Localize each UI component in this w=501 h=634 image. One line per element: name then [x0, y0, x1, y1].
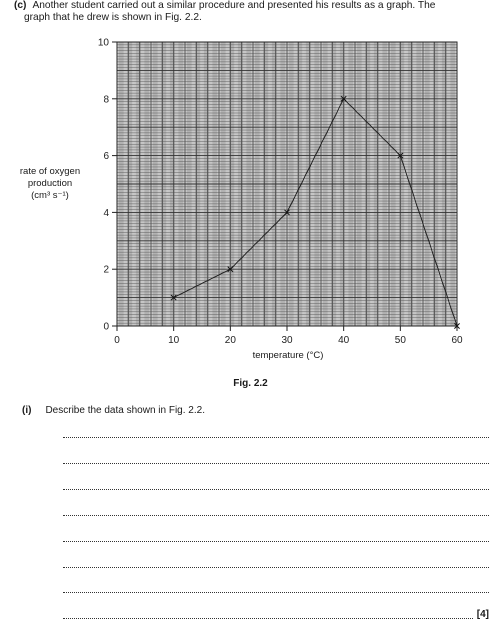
- answer-line[interactable]: [63, 437, 489, 438]
- x-tick-label: 10: [168, 335, 180, 346]
- y-tick-label: 10: [97, 37, 109, 49]
- x-tick-label: 60: [451, 335, 463, 346]
- part-label: (c): [14, 0, 27, 11]
- question-text: Describe the data shown in Fig. 2.2.: [45, 405, 205, 416]
- marks-label: [4]: [476, 609, 489, 620]
- intro-line-1: Another student carried out a similar procedure and presented his results as a graph. The: [32, 0, 436, 11]
- x-tick-label: 20: [224, 335, 236, 346]
- y-tick-label: 6: [103, 151, 109, 163]
- answer-line[interactable]: [63, 515, 489, 516]
- y-axis-label-line: rate of oxygen: [19, 166, 81, 177]
- y-tick-label: 0: [103, 321, 109, 333]
- x-tick-label: 30: [281, 335, 293, 346]
- x-axis-label: temperature (°C): [252, 350, 324, 361]
- y-axis-label: [10, 166, 90, 202]
- figure-caption: Fig. 2.2: [233, 378, 268, 389]
- answer-line[interactable]: [63, 618, 473, 619]
- question-number: (i): [22, 405, 32, 416]
- answer-line[interactable]: [63, 463, 489, 464]
- question: [22, 405, 205, 416]
- y-axis-label-line: (cm³ s⁻¹): [31, 190, 69, 201]
- intro-line-2: graph that he drew is shown in Fig. 2.2.: [24, 12, 202, 23]
- answer-line[interactable]: [63, 567, 489, 568]
- x-tick-label: 40: [338, 335, 350, 346]
- y-tick-label: 8: [103, 94, 109, 106]
- x-tick-label: 0: [114, 335, 120, 346]
- y-tick-label: 2: [103, 264, 109, 276]
- answer-line[interactable]: [63, 592, 489, 593]
- answer-line[interactable]: [63, 489, 489, 490]
- answer-line[interactable]: [63, 541, 489, 542]
- y-tick-label: 4: [103, 207, 109, 219]
- y-axis-label-line: production: [27, 178, 73, 189]
- x-tick-label: 50: [394, 335, 406, 346]
